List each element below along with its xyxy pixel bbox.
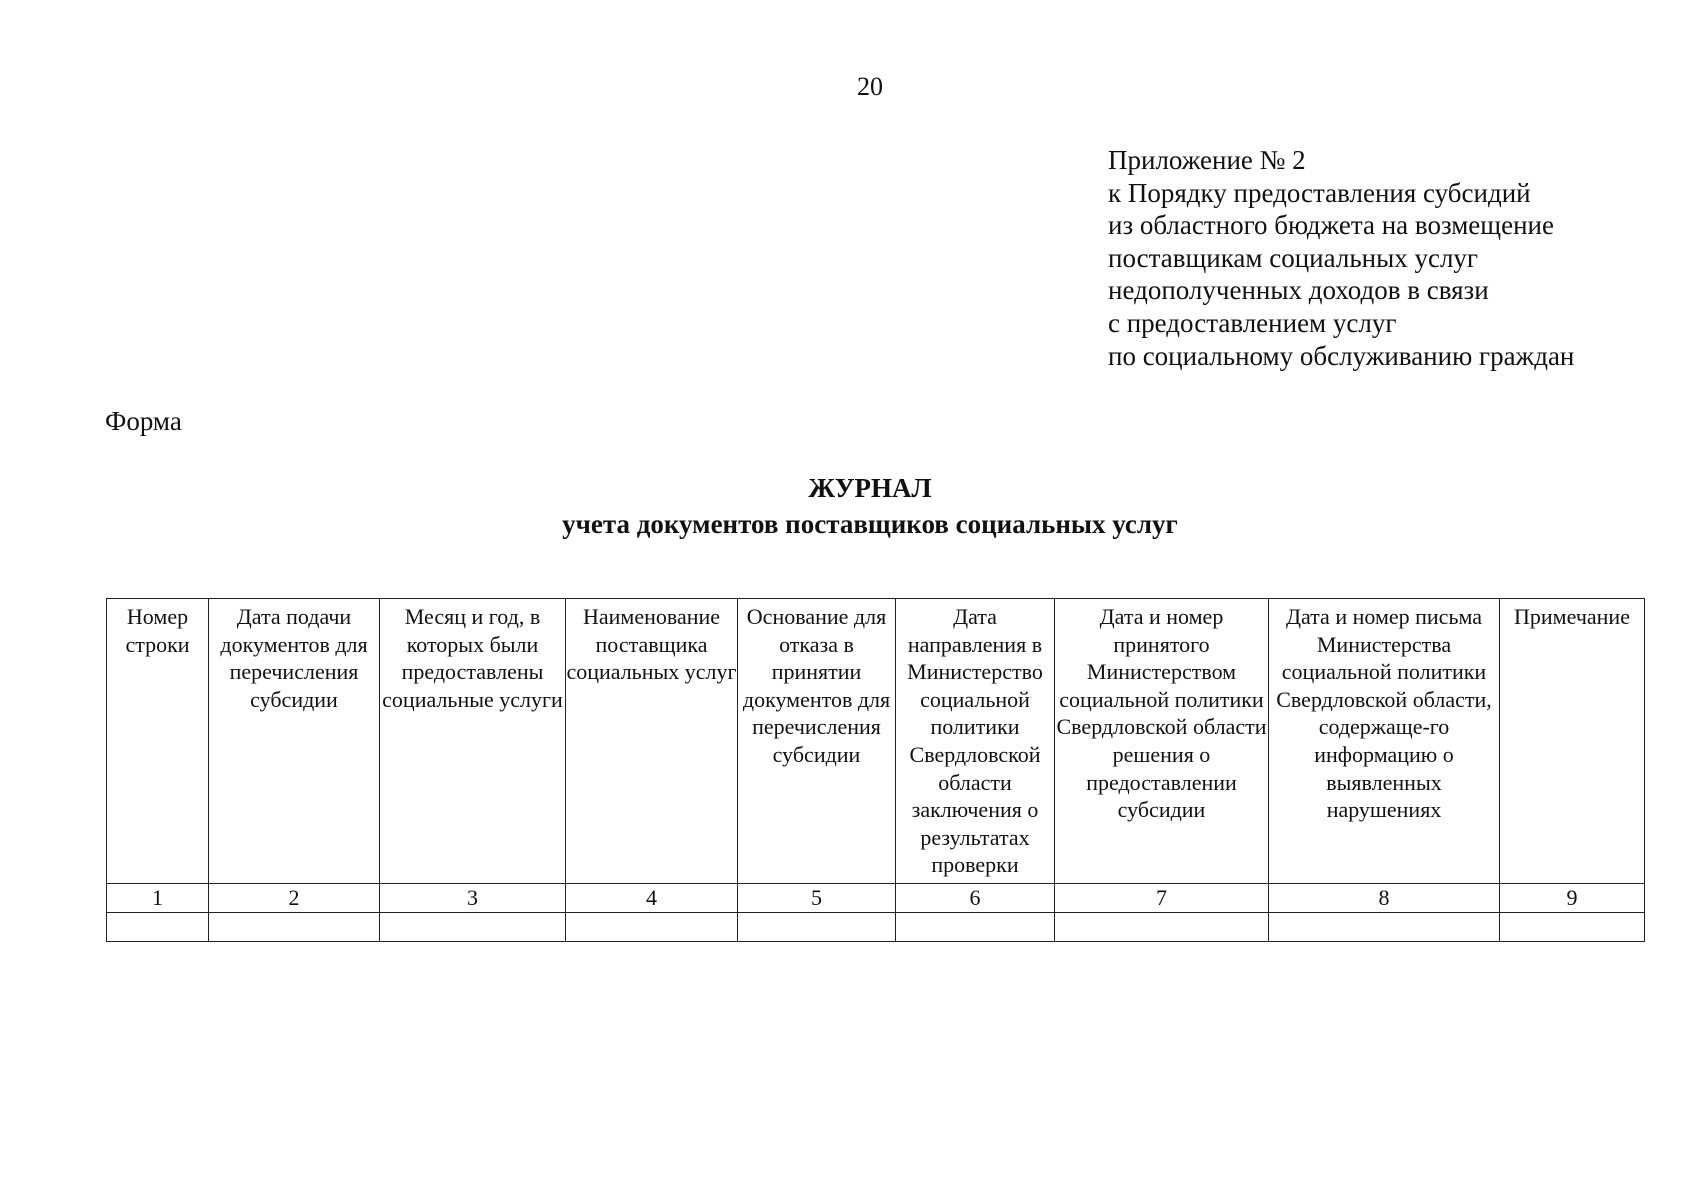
journal-table xyxy=(106,598,1645,942)
appendix-line: недополученных доходов в связи xyxy=(1108,275,1489,306)
appendix-line: из областного бюджета на возмещение xyxy=(1108,210,1554,241)
table-row xyxy=(107,912,1645,941)
appendix-line: с предоставлением услуг xyxy=(1108,307,1397,338)
column-number: 2 xyxy=(209,884,380,913)
header-cell-referral-date: Дата направления в Министерство социальной политики Свердловской области заключения о результатах проверки xyxy=(896,599,1055,884)
title-line-1: ЖУРНАЛ xyxy=(808,473,932,503)
appendix-line: поставщикам социальных услуг xyxy=(1108,242,1478,273)
table-cell xyxy=(1055,912,1269,941)
header-row xyxy=(107,599,1645,884)
appendix-line: к Порядку предоставления субсидий xyxy=(1108,177,1531,208)
table-cell xyxy=(380,912,566,941)
table-cell xyxy=(107,912,209,941)
column-number: 9 xyxy=(1500,884,1645,913)
table-cell xyxy=(566,912,738,941)
page-number: 20 xyxy=(857,72,883,101)
column-number: 5 xyxy=(738,884,896,913)
header-cell-refusal-reason: Основание для отказа в принятии документов для перечисления субсидии xyxy=(738,599,896,884)
column-number-row xyxy=(107,884,1645,913)
header-cell-violation-letter: Дата и номер письма Министерства социальной политики Свердловской области, содержаще-го информацию о выявленных нарушениях xyxy=(1269,599,1500,884)
form-label: Форма xyxy=(105,406,182,436)
table-cell xyxy=(738,912,896,941)
table-cell xyxy=(1269,912,1500,941)
header-cell-service-month: Месяц и год, в которых были предоставлены социальные услуги xyxy=(380,599,566,884)
appendix-line: Приложение № 2 xyxy=(1108,145,1306,175)
header-cell-note: Примечание xyxy=(1500,599,1645,884)
table-cell xyxy=(896,912,1055,941)
appendix-block xyxy=(1108,144,1574,372)
header-cell-row-number: Номер строки xyxy=(107,599,209,884)
appendix-line: по социальному обслуживанию граждан xyxy=(1108,340,1575,371)
table-cell xyxy=(209,912,380,941)
document-title xyxy=(0,470,1708,542)
column-number: 6 xyxy=(896,884,1055,913)
column-number: 8 xyxy=(1269,884,1500,913)
column-number: 3 xyxy=(380,884,566,913)
header-cell-submission-date: Дата подачи документов для перечисления субсидии xyxy=(209,599,380,884)
header-cell-provider-name: Наименование поставщика социальных услуг xyxy=(566,599,738,884)
column-number: 4 xyxy=(566,884,738,913)
title-line-2: учета документов поставщиков социальных услуг xyxy=(562,509,1178,539)
header-cell-decision: Дата и номер принятого Министерством социальной политики Свердловской области решения о предоставлении субсидии xyxy=(1055,599,1269,884)
column-number: 7 xyxy=(1055,884,1269,913)
table-cell xyxy=(1500,912,1645,941)
column-number: 1 xyxy=(107,884,209,913)
